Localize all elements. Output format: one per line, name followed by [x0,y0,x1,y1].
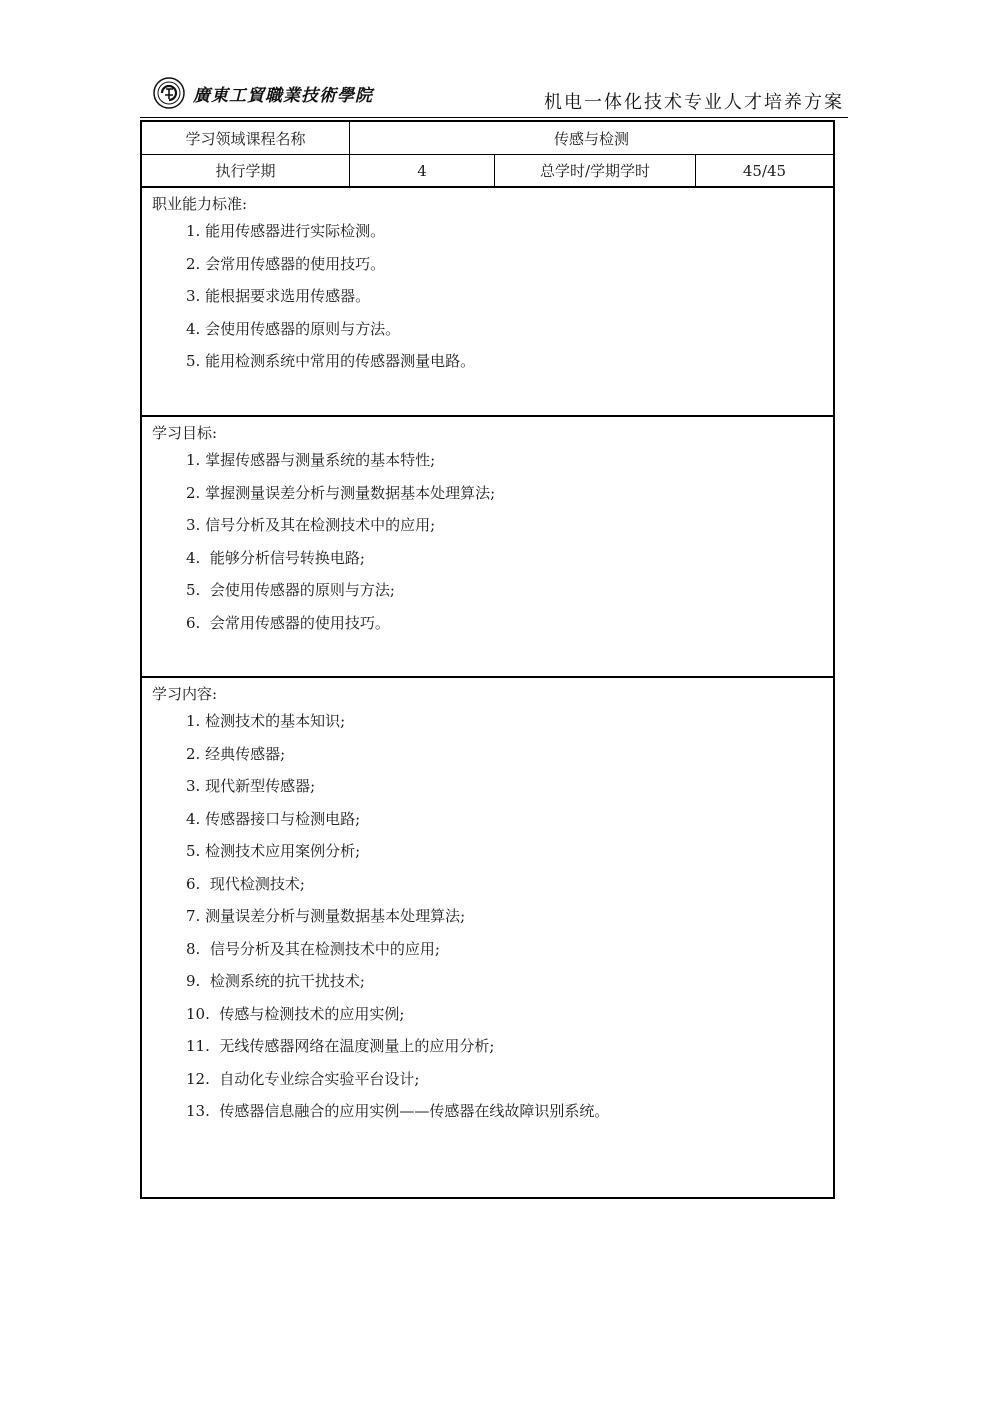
list-item: 12. 自动化专业综合实验平台设计; [186,1069,420,1088]
hours-value: 45/45 [742,161,787,180]
list-item: 5. 会使用传感器的原则与方法; [186,581,395,599]
list-item: 6. 现代检测技术; [186,874,305,893]
objectives-section [142,417,833,678]
list-item: 1. 掌握传感器与测量系统的基本特性; [186,451,436,469]
list-item: 10. 传感与检测技术的应用实例; [186,1004,405,1023]
list-item: 1. 检测技术的基本知识; [186,712,346,730]
list-item: 2. 经典传感器; [186,744,286,763]
list-item: 8. 信号分析及其在检测技术中的应用; [186,939,440,958]
course-name-value: 传感与检测 [553,129,629,148]
hours-label: 总学时/学期学时 [495,155,696,186]
content-section [142,678,833,1197]
list-item: 6. 会常用传感器的使用技巧。 [186,613,390,632]
list-item: 2. 掌握测量误差分析与测量数据基本处理算法; [186,483,496,502]
list-item: 9. 检测系统的抗干扰技术; [186,972,365,990]
list-item: 7. 测量误差分析与测量数据基本处理算法; [186,907,466,925]
list-item: 2. 会常用传感器的使用技巧。 [186,254,386,273]
school-logo [153,75,373,111]
page-header [140,72,848,118]
semester-value: 4 [350,155,495,186]
list-item: 3. 信号分析及其在检测技术中的应用; [186,516,436,534]
course-table [140,120,835,1199]
list-item: 11. 无线传感器网络在温度测量上的应用分析; [186,1037,495,1055]
course-name-label: 学习领域课程名称 [142,122,350,154]
list-item: 3. 能根据要求选用传感器。 [186,287,371,305]
school-name: 廣東工貿職業技術學院 [193,85,373,106]
list-item: 5. 检测技术应用案例分析; [186,842,361,860]
objectives-title: 学习目标: [152,424,218,442]
course-name-row [142,122,833,155]
semester-label: 执行学期 [142,155,350,186]
school-emblem-icon [153,77,185,109]
competency-section [142,188,833,417]
list-item: 4. 会使用传感器的原则与方法。 [186,319,401,338]
list-item: 1. 能用传感器进行实际检测。 [186,222,386,240]
content-title: 学习内容: [152,685,218,703]
list-item: 13. 传感器信息融合的应用实例——传感器在线故障识别系统。 [186,1102,610,1120]
header-divider [140,117,848,118]
semester-row [142,155,833,188]
list-item: 3. 现代新型传感器; [186,777,316,795]
list-item: 5. 能用检测系统中常用的传感器测量电路。 [186,352,476,370]
document-title: 机电一体化技术专业人才培养方案 [544,92,844,113]
list-item: 4. 传感器接口与检测电路; [186,809,361,828]
competency-title: 职业能力标准: [152,195,248,213]
list-item: 4. 能够分析信号转换电路; [186,548,365,567]
